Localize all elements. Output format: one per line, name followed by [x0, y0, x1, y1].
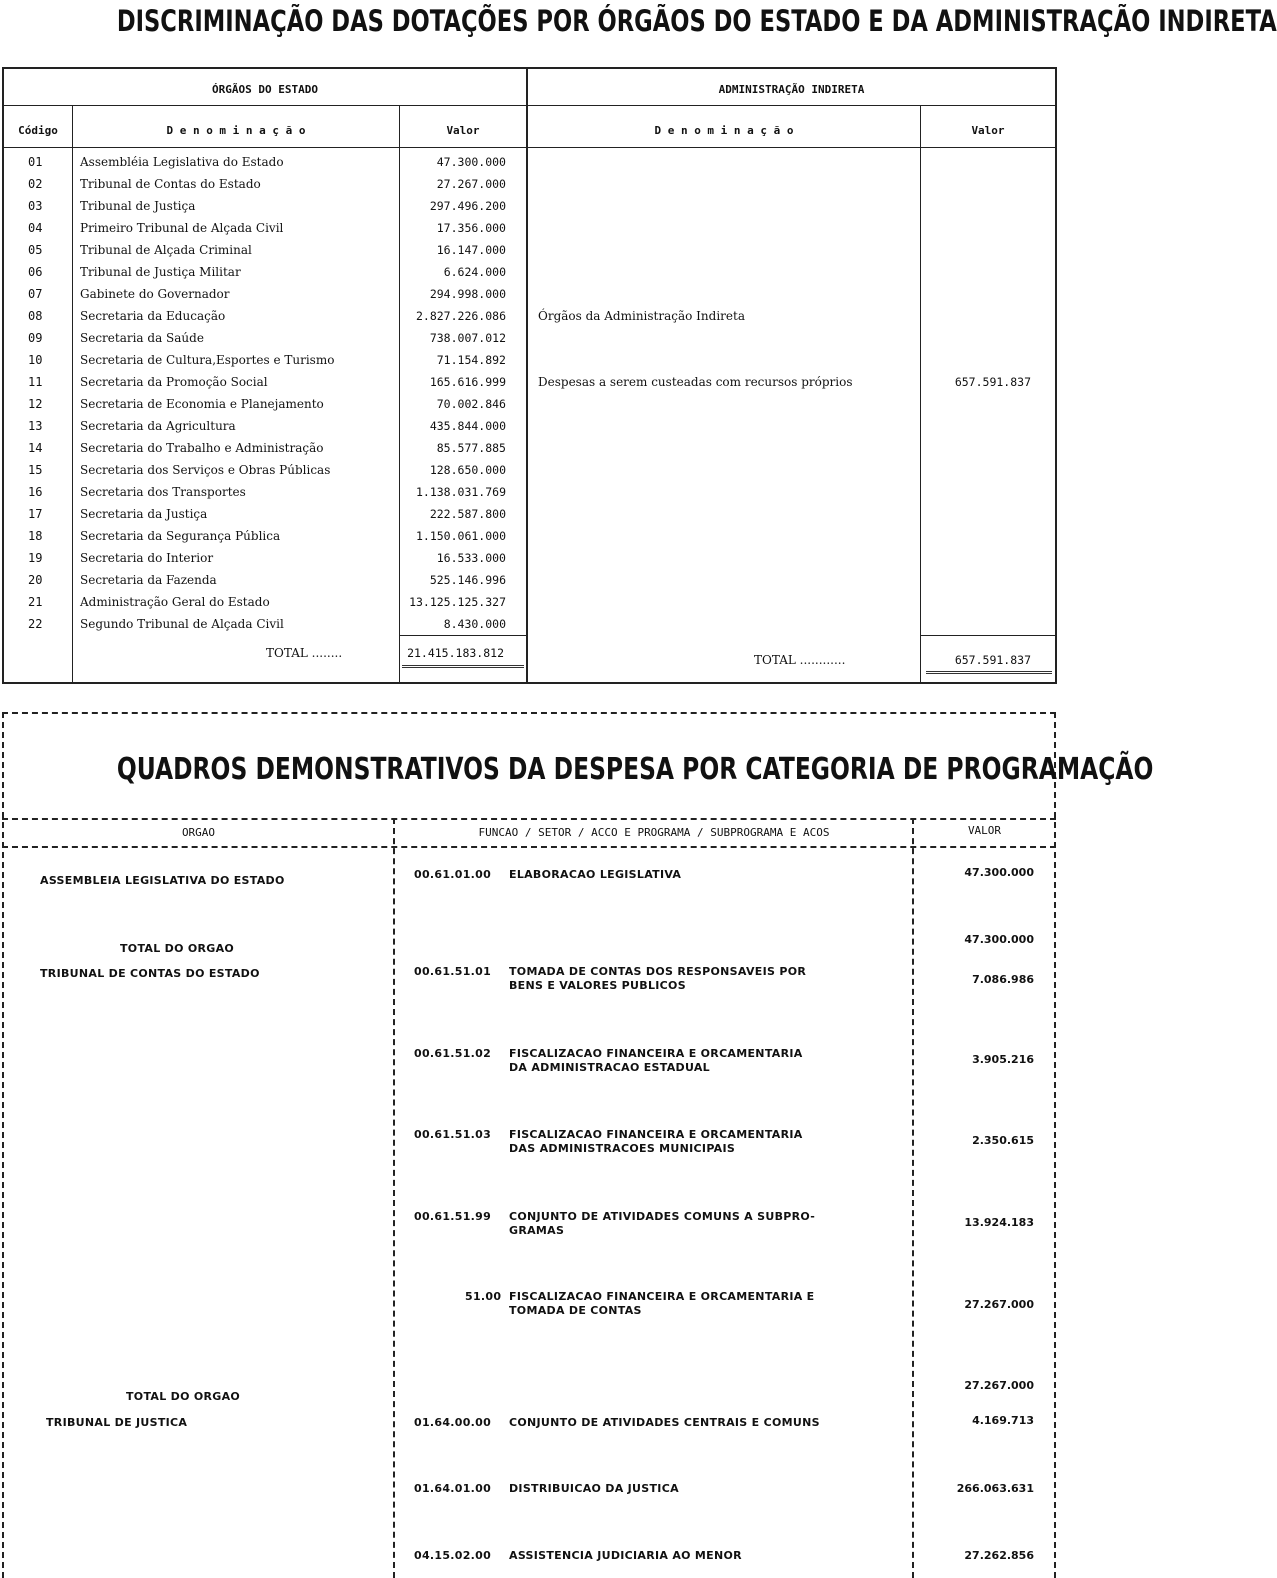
orgao-tribunal-justica: TRIBUNAL DE JUSTICA: [46, 1416, 188, 1429]
col-valor-2: VALOR: [967, 824, 1002, 837]
total-orgao-value: 47.300.000: [964, 933, 1034, 946]
value-row: 47.300.000: [964, 866, 1034, 879]
despesas-label: Despesas a serem custeadas com recursos próprios: [538, 375, 853, 389]
desc-line: DAS ADMINISTRACOES MUNICIPAIS: [509, 1142, 736, 1155]
despesas-value: 657.591.837: [954, 375, 1031, 389]
desc-line: CONJUNTO DE ATIVIDADES COMUNS A SUBPRO-: [509, 1210, 816, 1223]
desc-line: TOMADA DE CONTAS: [509, 1304, 642, 1317]
orgaos-header: ÓRGÃOS DO ESTADO: [212, 83, 318, 96]
code-00-61-51-03: 00.61.51.03: [414, 1128, 492, 1141]
value-row: 4.169.713: [972, 1414, 1034, 1427]
code-51-00: 51.00: [465, 1290, 502, 1303]
value-row: 13.924.183: [964, 1216, 1034, 1229]
desc-line: FISCALIZACAO FINANCEIRA E ORCAMENTARIA: [509, 1047, 803, 1060]
col-funcao: FUNCAO / SETOR / ACCO E PROGRAMA / SUBPROGRAMA E ACOS: [478, 826, 830, 839]
dotacoes-table: ÓRGÃOS DO ESTADO ADMINISTRAÇÃO INDIRETA Código D e n o m i n a ç ã o Valor D e n o m i n a ç ã o Valor 01 Assembléia Legislativa do Estado 47.300.000 02 Tribunal de Contas do Estado 27.267.000 03 Tribunal de Justiça 297.496.200 04 Primeiro Tribunal de Alçada Civil 17.356.000 05 Tribunal de Alçada Criminal 16.147.000 06 Tribunal de Justiça Militar 6.624.000 07 Gabinete do Governador 294.998.000 08 Secretaria da Educação 2.827.226.086 09 Secretaria da Saúde 738.007.012 10 Secretaria de Cultura,Esportes e Turismo 71.154.892 11 Secretaria da Promoção Social 165.616.999 12 Secretaria de Economia e Planejamento 70.002.846 13 Secretaria da Agricultura 435.844.000 14 Secretaria do Trabalho e Administração 85.577.885 15 Secretaria dos Serviços e Obras Públicas 128.650.000 16 Secretaria dos Transportes 1.138.031.769 17 Secretaria da Justiça 222.587.800 18 Secretaria da Segurança Pública 1.150.061.000 19 Secretaria do Interior 16.533.000 20 Secretaria da Fazenda 525.146.996 21 Administração Geral do Estado 13.125.125.327 22 Segundo Tribunal de Alçada Civil 8.430.000 Órgãos da Administração Indireta Despesas a serem custeadas com recursos próprios 657.591.837 TOTAL ........ 21.415.183.812 TOTAL ............ 657.591.837: [2, 67, 1057, 684]
col-codigo: Código: [18, 124, 58, 137]
value-row: 3.905.216: [972, 1053, 1034, 1066]
orgao-tribunal-contas: TRIBUNAL DE CONTAS DO ESTADO: [40, 967, 260, 980]
code-00-61-01-00: 00.61.01.00: [414, 868, 492, 881]
admin-indireta-label: Órgãos da Administração Indireta: [538, 309, 745, 323]
desc-line: BENS E VALORES PUBLICOS: [509, 979, 686, 992]
value-row: 7.086.986: [972, 973, 1034, 986]
code-00-61-51-01: 00.61.51.01: [414, 965, 492, 978]
desc-line: GRAMAS: [509, 1224, 565, 1237]
total-label: TOTAL ........: [266, 646, 343, 660]
code-00-61-51-99: 00.61.51.99: [414, 1210, 492, 1223]
administracao-header: ADMINISTRAÇÃO INDIRETA: [718, 83, 865, 96]
total-value-right: 657.591.837: [954, 653, 1031, 667]
total-orgao-value: 27.267.000: [964, 1379, 1034, 1392]
code-01-64-00-00: 01.64.00.00: [414, 1416, 492, 1429]
desc-line: DISTRIBUICAO DA JUSTICA: [509, 1482, 679, 1495]
value-row: 266.063.631: [956, 1482, 1034, 1495]
total-underline: [402, 665, 524, 668]
total-value: 21.415.183.812: [407, 646, 504, 660]
col-denominacao-right: D e n o m i n a ç ã o: [654, 124, 794, 137]
col-valor-right: Valor: [971, 124, 1005, 137]
section-title: QUADROS DEMONSTRATIVOS DA DESPESA POR CATEGORIA DE PROGRAMAÇÃO: [116, 752, 1154, 787]
value-row: 27.262.856: [964, 1549, 1034, 1562]
value-row: 2.350.615: [972, 1134, 1034, 1147]
total-orgao-label: TOTAL DO ORGAO: [126, 1390, 241, 1403]
total-orgao-label: TOTAL DO ORGAO: [120, 942, 235, 955]
code-01-64-01-00: 01.64.01.00: [414, 1482, 492, 1495]
orgao-assembleia: ASSEMBLEIA LEGISLATIVA DO ESTADO: [40, 874, 285, 887]
desc-line: FISCALIZACAO FINANCEIRA E ORCAMENTARIA E: [509, 1290, 815, 1303]
code-04-15-02-00: 04.15.02.00: [414, 1549, 492, 1562]
total-label-right: TOTAL ............: [754, 653, 846, 667]
desc-line: CONJUNTO DE ATIVIDADES CENTRAIS E COMUNS: [509, 1416, 820, 1429]
col-orgao: ORGAO: [181, 826, 216, 839]
desc-elaboracao: ELABORACAO LEGISLATIVA: [509, 868, 682, 881]
desc-line: ASSISTENCIA JUDICIARIA AO MENOR: [509, 1549, 742, 1562]
col-denominacao: D e n o m i n a ç ã o: [166, 124, 306, 137]
desc-line: DA ADMINISTRACAO ESTADUAL: [509, 1061, 710, 1074]
desc-line: TOMADA DE CONTAS DOS RESPONSAVEIS POR: [509, 965, 807, 978]
col-valor: Valor: [446, 124, 480, 137]
desc-line: FISCALIZACAO FINANCEIRA E ORCAMENTARIA: [509, 1128, 803, 1141]
total-underline-right: [926, 671, 1052, 674]
code-00-61-51-02: 00.61.51.02: [414, 1047, 492, 1060]
page-title: DISCRIMINAÇÃO DAS DOTAÇÕES POR ÓRGÃOS DO ESTADO E DA ADMINISTRAÇÃO INDIRETA: [116, 4, 1277, 38]
value-row: 27.267.000: [964, 1298, 1034, 1311]
